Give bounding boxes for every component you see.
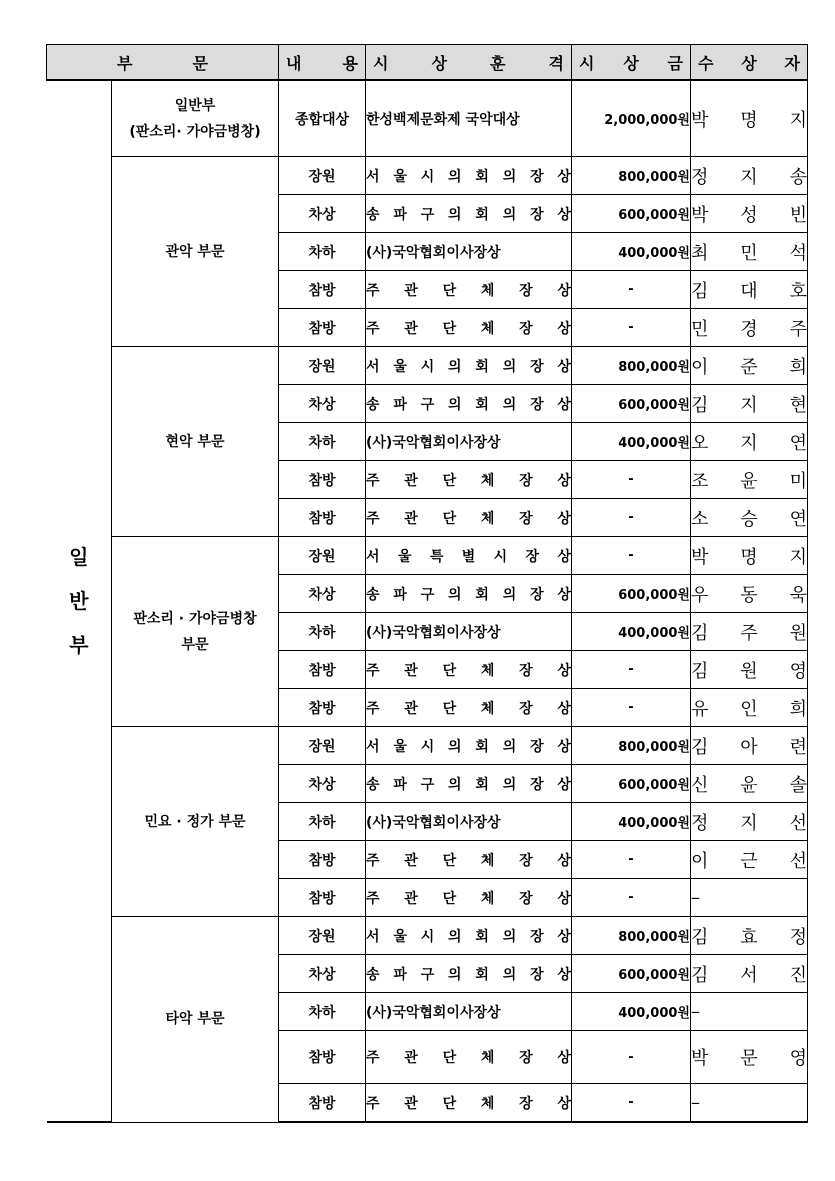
row-award-text: 서 울 시 의 회 의 장 상 <box>366 928 571 945</box>
row-award-text: 서 울 시 의 회 의 장 상 <box>366 738 571 755</box>
award-row <box>47 157 808 195</box>
row-prize: 400,000원 <box>572 233 691 271</box>
row-winner-text: 신 윤 솔 <box>691 774 807 796</box>
row-prize: 600,000원 <box>572 385 691 423</box>
award-row <box>47 727 808 765</box>
row-content: 장원 <box>279 347 366 385</box>
row-winner-text: 김 효 정 <box>691 926 807 948</box>
row-winner-text: 이 근 선 <box>691 850 807 872</box>
row-winner-text: 조 윤 미 <box>691 470 807 492</box>
row-award-text: 주 관 단 체 장 상 <box>366 510 571 527</box>
row-award <box>366 765 572 803</box>
row-award <box>366 385 572 423</box>
row-content: 참방 <box>279 271 366 309</box>
row-prize: 400,000원 <box>572 613 691 651</box>
row-prize: - <box>572 879 691 917</box>
row-winner <box>691 537 808 575</box>
row-winner-text: 박 문 영 <box>691 1048 807 1069</box>
row-winner <box>691 195 808 233</box>
row-award-text: (사)국악협회이사장상 <box>366 1004 501 1021</box>
section-division <box>112 727 279 917</box>
section-division-text: 타악 부문 <box>165 1011 225 1028</box>
row-content: 차상 <box>279 765 366 803</box>
row-award <box>366 233 572 271</box>
row-winner-text: 박 성 빈 <box>691 204 807 226</box>
header-winner: 수 상 자 <box>691 45 808 81</box>
row-winner-text: 소 승 연 <box>691 508 807 530</box>
grand-prize-row <box>47 80 808 157</box>
row-winner <box>691 1031 808 1084</box>
header-row <box>47 45 808 81</box>
row-winner-text: 민 경 주 <box>691 318 807 340</box>
row-winner-text: 박 명 지 <box>691 546 807 568</box>
row-prize: - <box>572 1084 691 1123</box>
row-prize: - <box>572 689 691 727</box>
row-award-text: (사)국악협회이사장상 <box>366 814 501 831</box>
section-division-text: 관악 부문 <box>165 243 225 260</box>
section-division-text: 부문 <box>181 636 209 653</box>
award-row <box>47 917 808 955</box>
row-prize: 600,000원 <box>572 955 691 993</box>
row-award-text: 주 관 단 체 장 상 <box>366 700 571 717</box>
row-award-text: 주 관 단 체 장 상 <box>366 890 571 907</box>
row-winner <box>691 575 808 613</box>
row-winner <box>691 803 808 841</box>
row-prize: 800,000원 <box>572 157 691 195</box>
grand-division <box>112 80 279 157</box>
row-award <box>366 993 572 1031</box>
row-winner-text: 정 지 선 <box>691 812 807 834</box>
grand-award-text: 한성백제문화제 국악대상 <box>366 111 520 128</box>
section-division <box>112 917 279 1123</box>
header-prize: 시 상 금 <box>572 45 691 81</box>
row-content: 차하 <box>279 233 366 271</box>
row-winner-text: 오 지 연 <box>691 432 807 454</box>
row-content: 차하 <box>279 803 366 841</box>
row-winner <box>691 1084 808 1123</box>
header-award: 시 상 훈 격 <box>366 45 572 81</box>
row-winner <box>691 385 808 423</box>
row-winner <box>691 423 808 461</box>
row-award <box>366 575 572 613</box>
row-award-text: 주 관 단 체 장 상 <box>366 1050 571 1066</box>
row-winner <box>691 613 808 651</box>
grand-award <box>366 80 572 157</box>
grand-winner: 박 명 지 <box>691 80 808 157</box>
row-winner-text: 김 지 현 <box>691 394 807 416</box>
row-winner <box>691 727 808 765</box>
row-award-text: 송 파 구 의 회 의 장 상 <box>366 776 571 793</box>
row-winner-text: 정 지 송 <box>691 166 807 188</box>
row-content: 차하 <box>279 613 366 651</box>
row-award <box>366 1084 572 1123</box>
row-award <box>366 1031 572 1084</box>
row-prize: - <box>572 651 691 689</box>
row-content: 참방 <box>279 689 366 727</box>
row-winner <box>691 233 808 271</box>
row-content: 참방 <box>279 309 366 347</box>
row-prize: 600,000원 <box>572 195 691 233</box>
row-winner <box>691 499 808 537</box>
row-award <box>366 347 572 385</box>
row-award <box>366 423 572 461</box>
row-content: 참방 <box>279 499 366 537</box>
row-award <box>366 689 572 727</box>
row-winner <box>691 157 808 195</box>
grand-division-line2: (판소리· 가야금병창) <box>129 123 261 140</box>
row-award-text: 송 파 구 의 회 의 장 상 <box>366 206 571 223</box>
row-content: 차상 <box>279 575 366 613</box>
section-division <box>112 157 279 347</box>
row-award <box>366 309 572 347</box>
row-content: 차상 <box>279 955 366 993</box>
row-award <box>366 955 572 993</box>
row-winner-text: 유 인 희 <box>691 698 807 720</box>
row-prize: - <box>572 1031 691 1084</box>
grand-content: 종합대상 <box>279 80 366 157</box>
row-winner <box>691 879 808 917</box>
row-winner-text: 김 대 호 <box>691 280 807 302</box>
row-award <box>366 195 572 233</box>
row-content: 참방 <box>279 1084 366 1123</box>
row-award-text: (사)국악협회이사장상 <box>366 624 501 641</box>
row-winner <box>691 765 808 803</box>
group-label-text: 일 반 부 <box>69 545 89 657</box>
header-content: 내 용 <box>279 45 366 81</box>
grand-prize: 2,000,000원 <box>572 80 691 157</box>
row-winner <box>691 689 808 727</box>
row-award-text: 주 관 단 체 장 상 <box>366 472 571 489</box>
row-prize: 800,000원 <box>572 917 691 955</box>
row-winner <box>691 271 808 309</box>
section-division <box>112 537 279 727</box>
row-award <box>366 651 572 689</box>
row-content: 차상 <box>279 385 366 423</box>
row-winner <box>691 309 808 347</box>
row-content: 참방 <box>279 879 366 917</box>
row-content: 장원 <box>279 917 366 955</box>
row-prize: 600,000원 <box>572 765 691 803</box>
row-award <box>366 917 572 955</box>
row-winner-text: 김 주 원 <box>691 622 807 644</box>
row-content: 차하 <box>279 993 366 1031</box>
row-winner <box>691 461 808 499</box>
section-division <box>112 347 279 537</box>
row-content: 참방 <box>279 651 366 689</box>
row-content: 참방 <box>279 461 366 499</box>
row-award-text: (사)국악협회이사장상 <box>366 434 501 451</box>
row-prize: - <box>572 309 691 347</box>
row-award <box>366 803 572 841</box>
row-winner <box>691 917 808 955</box>
row-award-text: 송 파 구 의 회 의 장 상 <box>366 966 571 983</box>
row-winner-text: 이 준 희 <box>691 356 807 378</box>
row-prize: - <box>572 461 691 499</box>
row-winner-text: 김 서 진 <box>691 964 807 986</box>
row-prize: 400,000원 <box>572 423 691 461</box>
row-award <box>366 537 572 575</box>
row-award <box>366 461 572 499</box>
row-award-text: 주 관 단 체 장 상 <box>366 662 571 679</box>
row-winner-text: – <box>691 887 700 908</box>
header-division: 부 문 <box>47 45 279 81</box>
row-prize: 400,000원 <box>572 993 691 1031</box>
row-prize: - <box>572 537 691 575</box>
row-award-text: 주 관 단 체 장 상 <box>366 852 571 869</box>
row-award <box>366 157 572 195</box>
row-award <box>366 879 572 917</box>
group-label <box>47 80 112 1122</box>
row-prize: - <box>572 841 691 879</box>
row-winner-text: 김 아 련 <box>691 736 807 758</box>
row-prize: 800,000원 <box>572 727 691 765</box>
row-award <box>366 613 572 651</box>
row-content: 차하 <box>279 423 366 461</box>
row-award-text: 서 울 시 의 회 의 장 상 <box>366 168 571 185</box>
row-winner <box>691 993 808 1031</box>
row-winner-text: 김 원 영 <box>691 660 807 682</box>
row-winner <box>691 347 808 385</box>
award-row <box>47 537 808 575</box>
row-content: 장원 <box>279 537 366 575</box>
row-prize: - <box>572 499 691 537</box>
row-prize: - <box>572 271 691 309</box>
row-award-text: 서 울 특 별 시 장 상 <box>366 548 571 565</box>
row-award-text: 주 관 단 체 장 상 <box>366 320 571 337</box>
row-winner-text: – <box>691 1092 700 1113</box>
award-row <box>47 347 808 385</box>
row-award <box>366 271 572 309</box>
row-winner-text: – <box>691 1001 700 1022</box>
row-award-text: 주 관 단 체 장 상 <box>366 1095 571 1112</box>
row-content: 장원 <box>279 727 366 765</box>
award-table <box>46 44 808 1123</box>
row-winner <box>691 841 808 879</box>
row-winner-text: 최 민 석 <box>691 242 807 264</box>
row-award <box>366 499 572 537</box>
row-prize: 800,000원 <box>572 347 691 385</box>
row-award-text: 주 관 단 체 장 상 <box>366 282 571 299</box>
grand-division-line1: 일반부 <box>174 97 216 114</box>
row-winner-text: 우 동 욱 <box>691 584 807 606</box>
row-content: 장원 <box>279 157 366 195</box>
row-award-text: (사)국악협회이사장상 <box>366 244 501 261</box>
row-award <box>366 727 572 765</box>
row-winner <box>691 955 808 993</box>
row-content: 참방 <box>279 841 366 879</box>
row-winner <box>691 651 808 689</box>
section-division-text: 판소리 · 가야금병창 <box>133 610 257 627</box>
row-prize: 400,000원 <box>572 803 691 841</box>
row-award <box>366 841 572 879</box>
row-award-text: 서 울 시 의 회 의 장 상 <box>366 358 571 375</box>
section-division-text: 현악 부문 <box>165 433 225 450</box>
row-award-text: 송 파 구 의 회 의 장 상 <box>366 586 571 603</box>
row-award-text: 송 파 구 의 회 의 장 상 <box>366 396 571 413</box>
row-content: 참방 <box>279 1031 366 1084</box>
row-content: 차상 <box>279 195 366 233</box>
row-prize: 600,000원 <box>572 575 691 613</box>
section-division-text: 민요 · 정가 부문 <box>144 813 246 830</box>
